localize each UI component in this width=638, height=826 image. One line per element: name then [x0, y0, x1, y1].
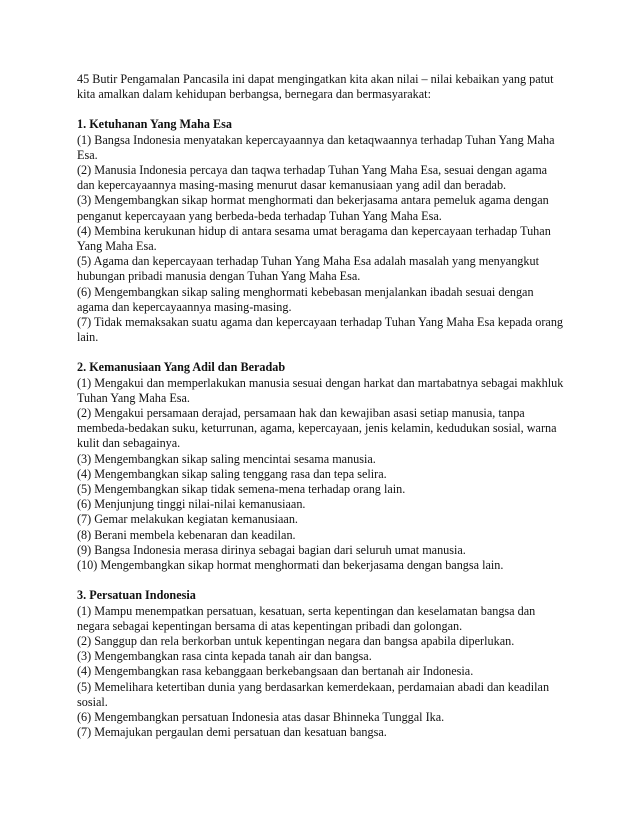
- list-item: (2) Sanggup dan rela berkorban untuk kepentingan negara dan bangsa apabila diperlukan.: [77, 633, 515, 648]
- section-title: 1. Ketuhanan Yang Maha Esa: [77, 117, 232, 132]
- item-list: [77, 376, 567, 574]
- section-persatuan: [77, 588, 567, 740]
- list-item: (9) Bangsa Indonesia merasa dirinya sebagai bagian dari seluruh umat manusia.: [77, 542, 466, 557]
- document-page: [77, 72, 567, 755]
- section-kemanusiaan: [77, 360, 567, 573]
- list-item: (1) Bangsa Indonesia menyatakan kepercayaannya dan ketaqwaannya terhadap Tuhan Yang Maha Esa.: [77, 132, 555, 162]
- item-list: [77, 133, 567, 346]
- list-item: (3) Mengembangkan rasa cinta kepada tanah air dan bangsa.: [77, 649, 372, 664]
- list-item: (2) Manusia Indonesia percaya dan taqwa terhadap Tuhan Yang Maha Esa, sesuai dengan agama dan kepercayaannya masing-masing menurut dasar kemanusiaan yang adil dan beradab.: [77, 163, 548, 193]
- list-item: (5) Memelihara ketertiban dunia yang berdasarkan kemerdekaan, perdamaian abadi dan keadilan sosial.: [77, 679, 550, 709]
- item-list: [77, 604, 567, 741]
- list-item: (4) Membina kerukunan hidup di antara sesama umat beragama dan kepercayaan terhadap Tuhan Yang Maha Esa.: [77, 223, 551, 254]
- list-item: (2) Mengakui persamaan derajad, persamaan hak dan kewajiban asasi setiap manusia, tanpa membeda-bedakan suku, keturrunan, agama, kepercayaan, jenis kelamin, kedudukan sosial, warna kulit dan sebagainya.: [77, 406, 557, 451]
- list-item: (8) Berani membela kebenaran dan keadilan.: [77, 527, 296, 542]
- section-title: 2. Kemanusiaan Yang Adil dan Beradab: [77, 360, 286, 375]
- list-item: (3) Mengembangkan sikap saling mencintai sesama manusia.: [77, 451, 376, 466]
- list-item: (4) Mengembangkan sikap saling tenggang rasa dan tepa selira.: [77, 466, 387, 481]
- list-item: (3) Mengembangkan sikap hormat menghormati dan bekerjasama antara pemeluk agama dengan penganut kepercayaan yang berbeda-beda terhadap Tuhan Yang Maha Esa.: [77, 193, 549, 223]
- list-item: (1) Mengakui dan memperlakukan manusia sesuai dengan harkat dan martabatnya sebagai makhluk Tuhan Yang Maha Esa.: [77, 375, 564, 405]
- section-title: 3. Persatuan Indonesia: [77, 588, 196, 603]
- section-ketuhanan: [77, 117, 567, 345]
- list-item: (7) Memajukan pergaulan demi persatuan dan kesatuan bangsa.: [77, 725, 387, 740]
- list-item: (4) Mengembangkan rasa kebanggaan berkebangsaan dan bertanah air Indonesia.: [77, 664, 474, 679]
- list-item: (7) Tidak memaksakan suatu agama dan kepercayaan terhadap Tuhan Yang Maha Esa kepada orang lain.: [77, 315, 564, 345]
- list-item: (6) Mengembangkan persatuan Indonesia atas dasar Bhinneka Tunggal Ika.: [77, 709, 445, 724]
- list-item: (7) Gemar melakukan kegiatan kemanusiaan.: [77, 512, 298, 527]
- intro-paragraph: 45 Butir Pengamalan Pancasila ini dapat mengingatkan kita akan nilai – nilai kebaikan yang patut kita amalkan dalam kehidupan berbangsa, bernegara dan bermasyarakat:: [77, 72, 554, 102]
- list-item: (5) Agama dan kepercayaan terhadap Tuhan Yang Maha Esa adalah masalah yang menyangkut hubungan pribadi manusia dengan Tuhan Yang Maha Esa.: [77, 254, 539, 284]
- list-item: (1) Mampu menempatkan persatuan, kesatuan, serta kepentingan dan keselamatan bangsa dan negara sebagai kepentingan bersama di atas kepentingan pribadi dan golongan.: [77, 603, 536, 633]
- list-item: (10) Mengembangkan sikap hormat menghormati dan bekerjasama dengan bangsa lain.: [77, 558, 504, 573]
- list-item: (6) Menjunjung tinggi nilai-nilai kemanusiaan.: [77, 497, 306, 512]
- list-item: (5) Mengembangkan sikap tidak semena-mena terhadap orang lain.: [77, 482, 406, 497]
- list-item: (6) Mengembangkan sikap saling menghormati kebebasan menjalankan ibadah sesuai dengan agama dan kepercayaannya masing-masing.: [77, 284, 534, 314]
